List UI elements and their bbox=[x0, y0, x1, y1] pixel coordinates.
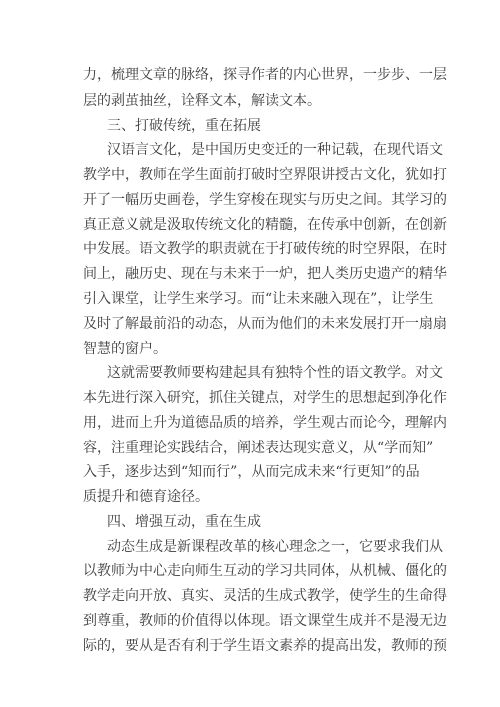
text-line: 这就需要教师要构建起具有独特个性的语文教学。对文 bbox=[107, 365, 443, 381]
text-line: 中发展。语文教学的职责就在于打破传统的时空界限，在时 bbox=[83, 241, 447, 257]
text-line: 用，进而上升为道德品质的培养，学生观古而论今，理解内 bbox=[83, 415, 447, 431]
section-heading: 三、打破传统，重在拓展 bbox=[107, 118, 261, 134]
text-line: 及时了解最前沿的动态，从而为他们的未来发展打开一扇扇 bbox=[83, 316, 447, 332]
text-line: 动态生成是新课程改革的核心理念之一，它要求我们从 bbox=[107, 539, 443, 555]
text-line: 本先进行深入研究，抓住关键点，对学生的思想起到净化作 bbox=[83, 390, 447, 406]
text-line: 真正意义就是汲取传统文化的精髓，在传承中创新，在创新 bbox=[83, 217, 447, 233]
text-line: 以教师为中心走向师生互动的学习共同体，从机械、僵化的 bbox=[83, 563, 447, 579]
text-line: 汉语言文化，是中国历史变迁的一种记载，在现代语文 bbox=[107, 142, 443, 158]
text-line: 教学走向开放、真实、灵活的生成式教学，使学生的生命得 bbox=[83, 588, 447, 604]
text-line: 开了一幅历史画卷，学生穿梭在现实与历史之间。其学习的 bbox=[83, 192, 447, 208]
text-line: 层的剥茧抽丝，诠释文本，解读文本。 bbox=[83, 93, 321, 109]
text-line: 教学中，教师在学生面前打破时空界限讲授古文化，犹如打 bbox=[83, 167, 447, 183]
text-line: 力，梳理文章的脉络，探寻作者的内心世界，一步步、一层 bbox=[83, 67, 447, 83]
text-line: 入手，逐步达到“知而行”，从而完成未来“行更知”的品 bbox=[83, 464, 420, 480]
text-line: 容，注重理论实践结合，阐述表达现实意义，从“学而知” bbox=[83, 440, 434, 456]
text-line: 际的，要从是否有利于学生语文素养的提高出发，教师的预 bbox=[83, 638, 447, 654]
text-line: 间上，融历史、现在与未来于一炉，把人类历史遗产的精华 bbox=[83, 266, 447, 282]
text-line: 引入课堂，让学生来学习。而“让未来融入现在”，让学生 bbox=[83, 291, 434, 307]
text-line: 智慧的窗户。 bbox=[83, 341, 167, 357]
text-line: 质提升和德育途径。 bbox=[83, 489, 209, 505]
text-line: 到尊重，教师的价值得以体现。语文课堂生成并不是漫无边 bbox=[83, 613, 447, 629]
section-heading: 四、增强互动，重在生成 bbox=[107, 514, 261, 530]
